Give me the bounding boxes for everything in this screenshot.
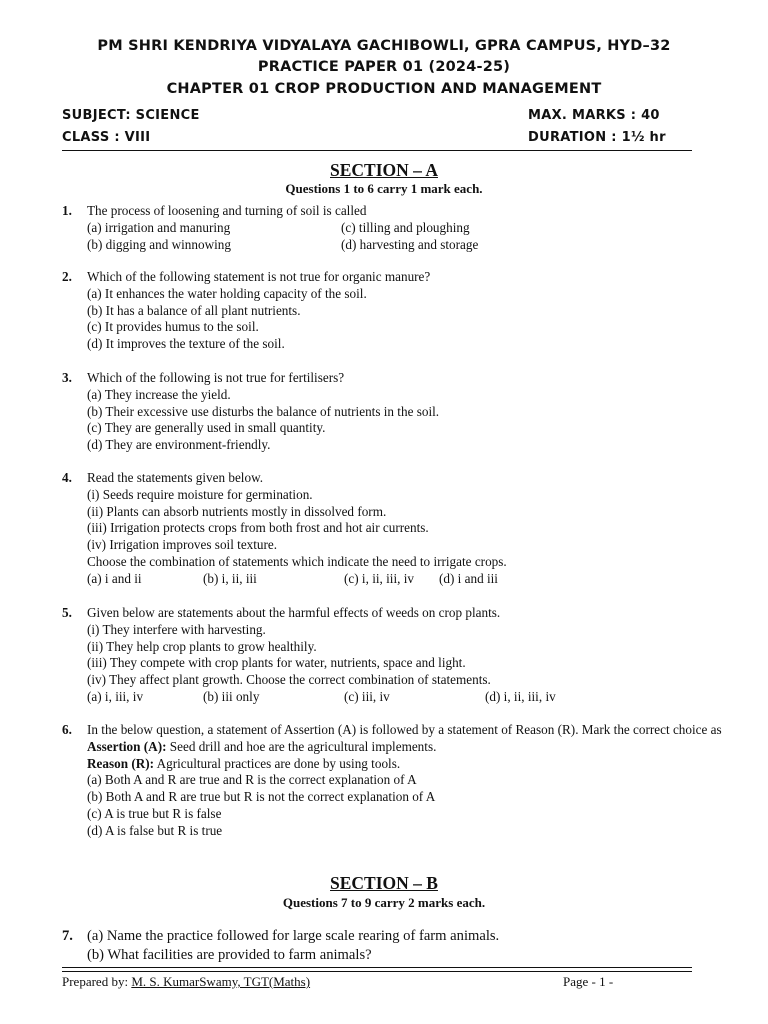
part-b: (b) What facilities are provided to farm animals? (87, 947, 372, 963)
option-a: (a) Both A and R are true and R is the correct explanation of A (87, 772, 417, 788)
question-3 (62, 370, 732, 454)
option-b: (b) Both A and R are true but R is not the correct explanation of A (87, 789, 436, 805)
option-a: (a) They increase the yield. (87, 386, 231, 402)
question-2 (62, 269, 732, 353)
chapter-title: CHAPTER 01 CROP PRODUCTION AND MANAGEMENT (166, 81, 602, 97)
option-a: (a) i, iii, iv (87, 688, 144, 704)
max-marks-label: MAX. MARKS : 40 (528, 108, 660, 123)
statement-i: (i) Seeds require moisture for germination. (87, 486, 313, 502)
reason-label: Reason (R): (87, 755, 155, 771)
duration-label: DURATION : 1½ hr (528, 130, 666, 145)
option-d: (d) It improves the texture of the soil. (87, 336, 285, 352)
prepared-label: Prepared by: (62, 974, 132, 989)
option-c: (c) It provides humus to the soil. (87, 319, 259, 335)
class-label: CLASS : VIII (62, 130, 151, 145)
prepared-name: M. S. KumarSwamy, TGT(Maths) (131, 974, 311, 989)
statement-iv: (iv) Irrigation improves soil texture. (87, 537, 278, 553)
question-7 (62, 927, 732, 965)
reason (87, 756, 732, 773)
section-b-title: SECTION – B (330, 873, 438, 893)
statement-iii: (iii) Irrigation protects crops from both frost and hot air currents. (87, 520, 429, 536)
question-5 (62, 605, 732, 706)
option-d: (d) They are environment-friendly. (87, 437, 271, 453)
option-b: (b) i, ii, iii (203, 570, 257, 586)
option-c: (c) A is true but R is false (87, 805, 222, 821)
question-text: Given below are statements about the harmful effects of weeds on crop plants. (87, 605, 501, 620)
option-d: (d) A is false but R is true (87, 822, 223, 838)
question-4 (62, 470, 732, 588)
statement-ii: (ii) They help crop plants to grow healthily. (87, 638, 317, 654)
question-number: 6. (62, 722, 72, 737)
header-divider (62, 150, 692, 151)
prepared-by (62, 974, 310, 990)
part-a: (a) Name the practice followed for large scale rearing of farm animals. (87, 928, 500, 944)
option-b: (b) It has a balance of all plant nutrients. (87, 302, 301, 318)
option-c: (c) tilling and ploughing (341, 219, 470, 235)
paper-title: PRACTICE PAPER 01 (2024-25) (257, 59, 511, 75)
page-number: Page - 1 - (563, 974, 614, 989)
option-b: (b) digging and winnowing (87, 236, 231, 252)
question-1 (62, 203, 732, 253)
question-text: The process of loosening and turning of soil is called (87, 203, 367, 218)
question-number: 7. (62, 928, 73, 944)
option-a: (a) irrigation and manuring (87, 219, 231, 235)
reason-text: Agricultural practices are done by using tools. (154, 755, 401, 771)
question-text: In the below question, a statement of Assertion (A) is followed by a statement of Reason (R). Mark the correct choice as (87, 722, 722, 737)
option-b: (b) iii only (203, 688, 260, 704)
statement-iv: (iv) They affect plant growth. Choose the correct combination of statements. (87, 672, 491, 688)
statement-iii: (iii) They compete with crop plants for water, nutrients, space and light. (87, 655, 466, 671)
question-number: 4. (62, 470, 72, 485)
assertion-text: Seed drill and hoe are the agricultural implements. (166, 738, 437, 754)
footer-divider (62, 967, 692, 968)
option-c: (c) iii, iv (344, 688, 390, 704)
statement-ii: (ii) Plants can absorb nutrients mostly in dissolved form. (87, 503, 387, 519)
section-a-subtitle: Questions 1 to 6 carry 1 mark each. (285, 181, 483, 196)
option-a: (a) It enhances the water holding capacity of the soil. (87, 285, 367, 301)
option-c: (c) i, ii, iii, iv (344, 570, 414, 586)
section-a-title: SECTION – A (330, 160, 438, 180)
option-b: (b) Their excessive use disturbs the balance of nutrients in the soil. (87, 403, 440, 419)
option-c: (c) They are generally used in small quantity. (87, 420, 326, 436)
question-text: Which of the following statement is not true for organic manure? (87, 269, 431, 284)
question-number: 2. (62, 269, 72, 284)
school-name: PM SHRI KENDRIYA VIDYALAYA GACHIBOWLI, GPRA CAMPUS, HYD–32 (97, 38, 671, 54)
subject-label: SUBJECT: SCIENCE (62, 108, 200, 123)
question-instruction: Choose the combination of statements which indicate the need to irrigate crops. (87, 553, 507, 569)
assertion-label: Assertion (A): (87, 738, 167, 754)
question-number: 1. (62, 203, 72, 218)
question-6 (62, 722, 732, 840)
statement-i: (i) They interfere with harvesting. (87, 621, 266, 637)
footer-divider-thin (62, 971, 692, 972)
option-d: (d) harvesting and storage (341, 236, 479, 252)
question-number: 5. (62, 605, 72, 620)
section-b-subtitle: Questions 7 to 9 carry 2 marks each. (282, 895, 486, 910)
question-text: Which of the following is not true for fertilisers? (87, 370, 345, 385)
assertion (87, 739, 732, 756)
option-d: (d) i and iii (439, 570, 498, 586)
question-text: Read the statements given below. (87, 470, 264, 485)
question-number: 3. (62, 370, 72, 385)
option-d: (d) i, ii, iii, iv (485, 688, 556, 704)
option-a: (a) i and ii (87, 570, 142, 586)
